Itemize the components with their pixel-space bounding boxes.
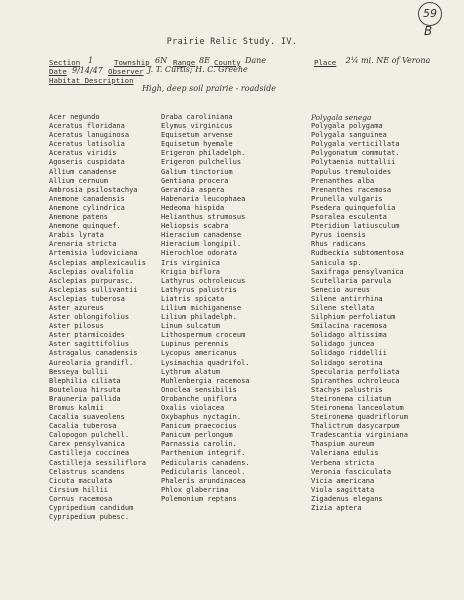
page-title: Prairie Relic Study. IV. <box>166 36 298 46</box>
page-number-circled: 59 <box>418 2 442 26</box>
species-item: Solidago riddellii <box>311 349 387 358</box>
species-item-handwritten: Polygala senega <box>311 113 372 122</box>
county-label: County <box>214 58 241 67</box>
species-item: Phaleris arundinacea <box>161 476 246 485</box>
range-label: Range <box>173 58 196 67</box>
species-item: Hedeoma hispida <box>161 203 225 212</box>
species-item: Ambrosia psilostachya <box>49 185 138 194</box>
species-item: Asclepias tuberosa <box>49 294 125 303</box>
species-item: Aureolaria grandifl. <box>49 358 134 367</box>
species-item: Sanicula sp. <box>311 258 362 267</box>
species-item: Acer negundo <box>49 113 100 121</box>
species-item: Bromus kalmii <box>49 404 104 412</box>
species-item: Castilleja sessiliflora <box>49 458 146 467</box>
species-item: Galium tinctorium <box>161 167 233 176</box>
species-item: Steironema quadriflorum <box>311 413 408 422</box>
species-item: Cypripedium pubesc. <box>49 513 130 522</box>
species-item: Calopogon pulchell. <box>49 431 130 440</box>
species-item: Aster oblongifolius <box>49 313 130 322</box>
species-item: Onoclea sensibilis <box>161 385 237 394</box>
species-item: Oxalis violacea <box>161 404 225 412</box>
species-item: Lilium philadelph. <box>161 313 237 322</box>
species-item: Smilacina racemosa <box>311 322 387 331</box>
species-item: Lathyrus ochroleucus <box>161 276 246 285</box>
species-item: Carex pensylvanica <box>49 440 125 449</box>
species-item: Allium cernuum <box>49 176 109 185</box>
species-item: Viola sagittata <box>311 485 375 494</box>
species-item: Pedicularis canadens. <box>161 458 250 467</box>
township-value: 6N <box>155 56 168 65</box>
species-item: Polytaenia nuttallii <box>311 158 396 167</box>
species-item: Erigeron pulchellus <box>161 158 242 167</box>
species-item: Castilleja coccinea <box>49 449 130 458</box>
species-item: Aster azureus <box>49 303 104 312</box>
place-label: Place <box>314 58 337 67</box>
species-item: Polygala verticillata <box>311 140 400 149</box>
species-item: Lycopus americanus <box>161 349 237 358</box>
species-item: Zigadenus elegans <box>311 494 383 503</box>
species-column-2 <box>161 113 250 504</box>
species-item: Silphium perfoliatum <box>311 313 396 322</box>
species-item: Equisetum arvense <box>161 131 233 140</box>
species-item: Pedicularis lanceol. <box>161 467 246 476</box>
species-item: Lathyrus palustris <box>161 285 237 294</box>
habitat-label: Habitat Description <box>49 76 134 85</box>
section-value: 1 <box>88 56 94 65</box>
species-item: Aceratus latisolia <box>49 140 125 149</box>
species-item: Polygonatum commutat. <box>311 149 400 158</box>
species-item: Astragalus canadensis <box>49 349 138 358</box>
species-item: Equisetum hyemale <box>161 140 233 149</box>
township-label: Township <box>114 58 150 67</box>
species-item: Elymus virginicus <box>161 122 233 131</box>
date-label: Date <box>49 67 67 76</box>
species-item: Polemonium reptans <box>161 494 237 503</box>
species-item: Prenanthes alba <box>311 176 375 185</box>
species-item: Gerardia aspera <box>161 185 225 194</box>
page-letter: B <box>424 24 433 38</box>
species-item: Cacalia tuberosa <box>49 422 117 431</box>
species-item: Asclepias ovalifolia <box>49 267 134 276</box>
species-item: Allium canadense <box>49 167 117 176</box>
species-item: Arenaria stricta <box>49 240 117 249</box>
species-item: Helianthus strumosus <box>161 213 246 222</box>
species-column-3 <box>311 113 408 513</box>
species-item: Panicum perlongum <box>161 431 233 440</box>
species-item: Arabis lyrata <box>49 231 104 240</box>
species-item: Lupinus perennis <box>161 340 229 349</box>
species-item: Vicia americana <box>311 476 375 485</box>
species-item: Cirsium hillii <box>49 485 109 494</box>
species-item: Senecio aureus <box>311 285 371 294</box>
species-item: Polygala polygama <box>311 122 383 131</box>
species-item: Populus tremuloides <box>311 167 392 176</box>
species-item: Asclepias purpurasc. <box>49 276 134 285</box>
species-item: Thalictrum dasycarpum <box>311 422 400 431</box>
species-item: Oxybaphus nyctagin. <box>161 413 242 422</box>
species-item: Saxifraga pensylvanica <box>311 267 404 276</box>
section-label: Section <box>49 58 81 67</box>
observer-label: Observer <box>108 67 144 76</box>
species-item: Draba caroliniana <box>161 113 233 121</box>
species-item: Solidago juncea <box>311 340 375 349</box>
species-item: Anemone patens <box>49 213 109 222</box>
species-item: Muhlenbergia racemosa <box>161 376 250 385</box>
species-item: Valeriana edulis <box>311 449 379 458</box>
species-item: Parnassia carolin. <box>161 440 237 449</box>
species-item: Silene antirrhina <box>311 294 383 303</box>
species-item: Cypripedium candidum <box>49 504 134 513</box>
species-item: Scutellaria parvula <box>311 276 392 285</box>
species-item: Brauneria pallida <box>49 394 121 403</box>
species-item: Silene stellata <box>311 303 375 312</box>
species-item: Aceratus viridis <box>49 149 117 158</box>
species-item: Cacalia suaveolens <box>49 413 125 422</box>
species-item: Iris virginica <box>161 258 221 267</box>
species-item: Steironema lanceolatum <box>311 404 404 412</box>
species-item: Anemone quinquef. <box>49 222 121 231</box>
species-item: Tradescantia virginiana <box>311 431 408 440</box>
species-item: Cicuta maculata <box>49 476 113 485</box>
species-item: Verbena stricta <box>311 458 375 467</box>
species-item: Lilium michiganense <box>161 303 242 312</box>
species-item: Agoseris cuspidata <box>49 158 125 167</box>
species-item: Spiranthes ochroleuca <box>311 376 400 385</box>
species-column-1 <box>49 113 146 522</box>
species-item: Habenaria leucophaea <box>161 194 246 203</box>
species-item: Lythrum alatum <box>161 367 221 376</box>
species-item: Pteridium latiusculum <box>311 222 400 231</box>
species-item: Panicum praecocius <box>161 422 237 431</box>
species-item: Solidago serotina <box>311 358 383 367</box>
species-item: Specularia perfoliata <box>311 367 400 376</box>
species-item: Asclepias sullivantii <box>49 285 138 294</box>
place-value: 2¼ mi. NE of Verona <box>345 56 431 65</box>
species-item: Asclepias amplexicaulis <box>49 258 146 267</box>
species-item: Anemone canadensis <box>49 194 125 203</box>
species-item: Lithospermum croceum <box>161 331 246 340</box>
species-item: Zizia aptera <box>311 504 362 513</box>
species-item: Aceratus lanuginosa <box>49 131 130 140</box>
species-item: Stachys palustris <box>311 385 383 394</box>
species-item: Aster ptarmicoides <box>49 331 125 340</box>
species-item: Liatris spicata <box>161 294 225 303</box>
species-item: Blephilia ciliata <box>49 376 121 385</box>
species-item: Pyrus ioensis <box>311 231 366 240</box>
species-item: Cornus racemosa <box>49 494 113 503</box>
observer-value: J. T. Curtis; H. C. Greene <box>148 65 248 74</box>
species-item: Heliopsis scabra <box>161 222 229 231</box>
species-item: Solidago altissima <box>311 331 387 340</box>
species-item: Krigia biflora <box>161 267 221 276</box>
species-item: Bouteloua hirsuta <box>49 385 121 394</box>
date-value: 9/14/47 <box>72 66 103 75</box>
species-item: Aster sagittifolius <box>49 340 130 349</box>
species-item: Parthenium integrif. <box>161 449 246 458</box>
species-item: Besseya bullii <box>49 367 109 376</box>
species-item: Aster pilosus <box>49 322 104 331</box>
species-item: Gentiana procera <box>161 176 229 185</box>
species-item: Hierochloe odorata <box>161 249 237 258</box>
species-item: Rhus radicans <box>311 240 366 249</box>
species-item: Prenanthes racemosa <box>311 185 392 194</box>
habitat-value: High, deep soil prairie - roadside <box>142 84 276 93</box>
species-item: Rudbeckia subtomentosa <box>311 249 404 258</box>
species-item: Psoralea esculenta <box>311 213 387 222</box>
species-item: Prunella vulgaris <box>311 194 383 203</box>
species-item: Steironema ciliatum <box>311 394 392 403</box>
species-item: Hieracium canadense <box>161 231 242 240</box>
species-item: Psedera quinquefolia <box>311 203 396 212</box>
range-value: 8E <box>199 56 210 65</box>
species-item: Thaspium aureum <box>311 440 375 449</box>
county-value: Dane <box>245 56 267 65</box>
species-item: Phlox glaberrima <box>161 485 229 494</box>
species-item: Orobanche uniflora <box>161 394 237 403</box>
species-item: Hieracium longipil. <box>161 240 242 249</box>
species-item: Erigeron philadelph. <box>161 149 246 158</box>
species-item: Linum sulcatum <box>161 322 221 331</box>
species-item: Aceratus floridana <box>49 122 125 131</box>
species-item: Celastrus scandens <box>49 467 125 476</box>
species-item: Artemisia ludoviciana <box>49 249 138 258</box>
species-item: Veronia fasciculata <box>311 467 392 476</box>
species-item: Anemone cylindrica <box>49 203 125 212</box>
species-item: Lysimachia quadrifol. <box>161 358 250 367</box>
species-item: Polygala sanguinea <box>311 131 387 140</box>
